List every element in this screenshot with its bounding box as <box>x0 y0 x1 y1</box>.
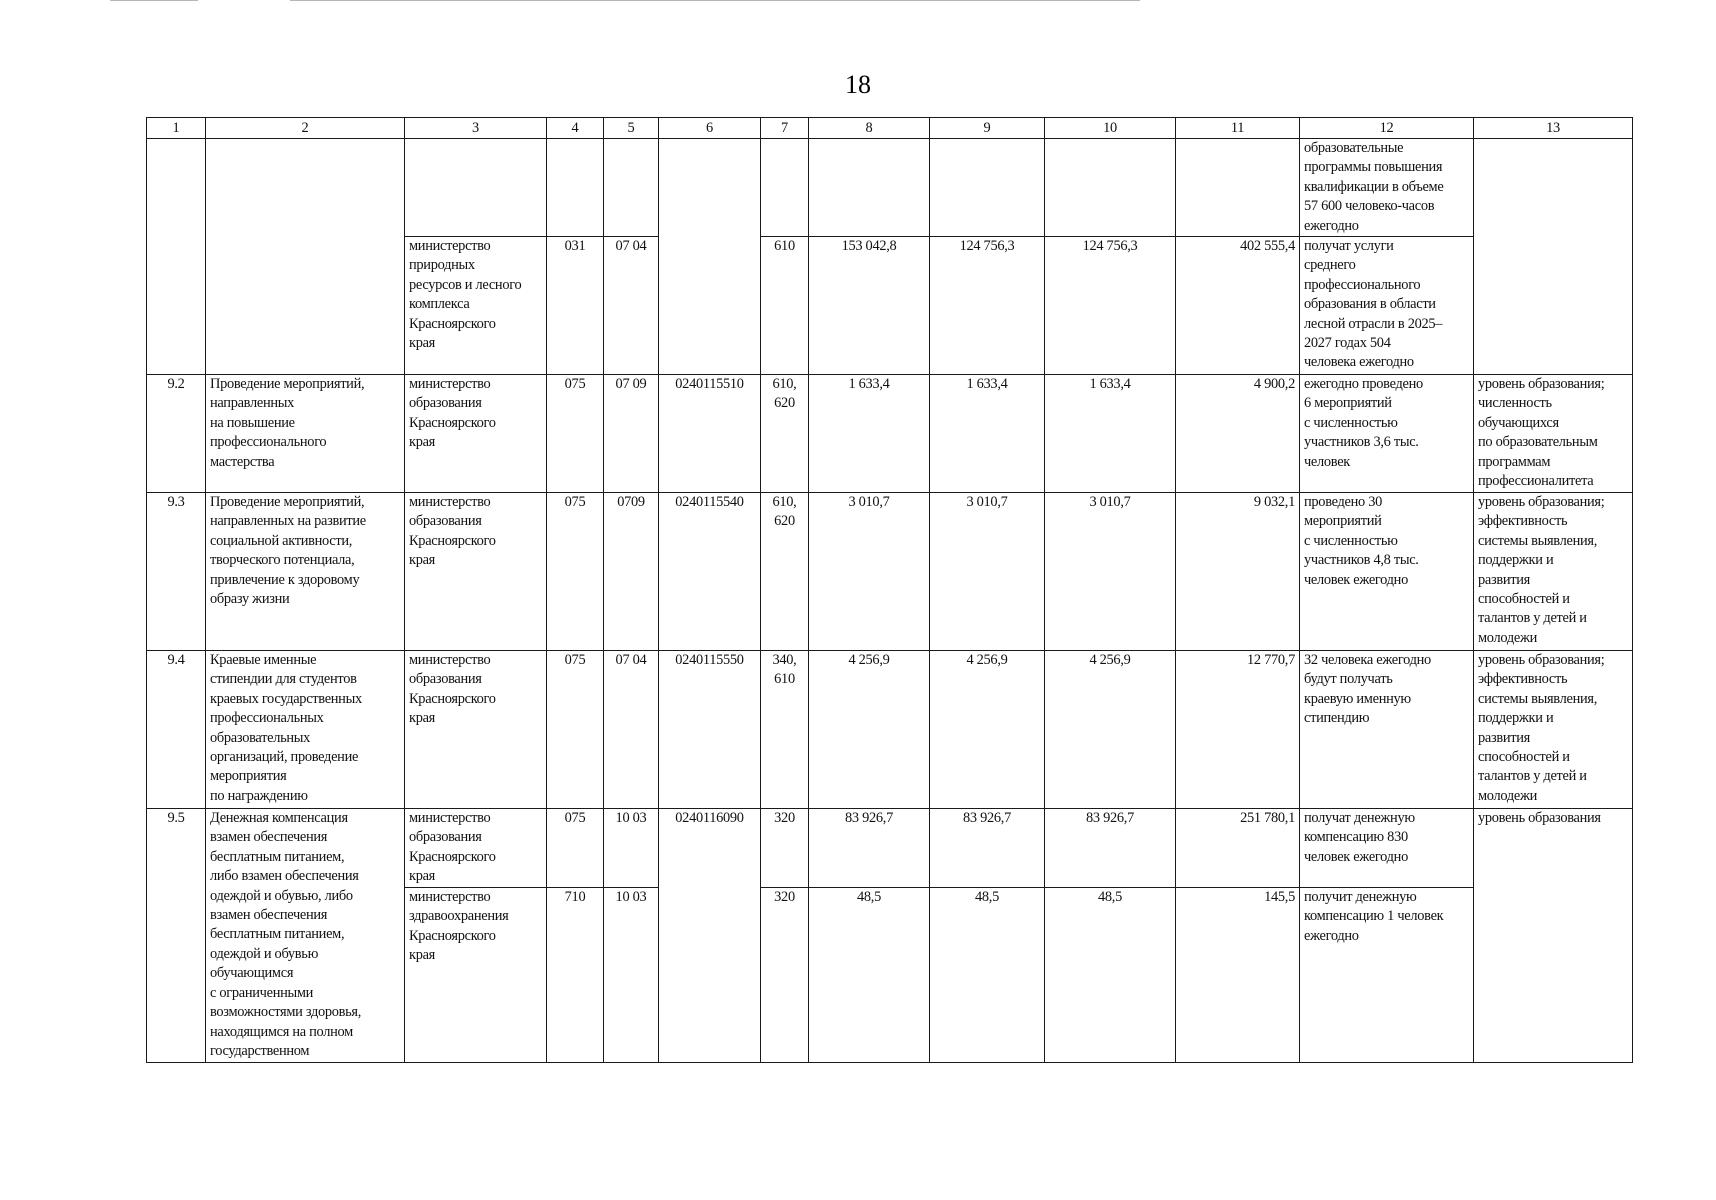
total-text: 9 032,1 <box>1253 494 1295 511</box>
total-text: 145,5 <box>1264 889 1295 906</box>
grbs-code-text: 710 <box>564 889 586 906</box>
section-code-text: 10 03 <box>615 889 647 906</box>
result-text: 32 человека ежегодно будут получать краевую именную стипендию <box>1304 652 1431 727</box>
total-cell <box>1176 651 1300 809</box>
value-2026-cell <box>930 375 1045 493</box>
program-activities-table <box>146 117 1633 1063</box>
column-number: 4 <box>547 118 604 139</box>
column-number: 1 <box>147 118 206 139</box>
table-row-9-3 <box>147 493 1633 651</box>
section-code-text: 07 04 <box>615 238 647 255</box>
indicator-cell <box>1474 375 1633 493</box>
column-number: 10 <box>1045 118 1176 139</box>
vr-code-text: 340, 610 <box>772 652 797 688</box>
value-2027-text: 1 633,4 <box>1089 376 1131 393</box>
value-2025-cell <box>809 809 930 888</box>
grbs-code-cell <box>547 888 604 1063</box>
activity-name-text: Проведение мероприятий, направленных на повышение профессионального мастерства <box>210 376 365 470</box>
column-number: 13 <box>1474 118 1633 139</box>
column-number: 3 <box>405 118 547 139</box>
grbs-code-text: 075 <box>564 494 586 511</box>
section-code-cell <box>604 493 659 651</box>
value-2026-text: 3 010,7 <box>966 494 1008 511</box>
value-2025-cell <box>809 237 930 375</box>
grbs-code-cell <box>547 493 604 651</box>
value-2027-cell <box>1045 375 1176 493</box>
ministry-cell <box>405 375 547 493</box>
vr-code-text: 610, 620 <box>772 494 797 530</box>
item-number-text: 9.4 <box>167 652 185 669</box>
value-2027-text: 48,5 <box>1098 889 1122 906</box>
value-2027-text: 3 010,7 <box>1089 494 1131 511</box>
value-2026-text: 83 926,7 <box>963 810 1011 827</box>
value-2027-text: 83 926,7 <box>1086 810 1134 827</box>
grbs-code-cell <box>547 809 604 888</box>
column-number-row <box>147 118 1633 139</box>
section-code-cell <box>604 237 659 375</box>
value-2027-cell <box>1045 237 1176 375</box>
value-2027-cell <box>1045 888 1176 1063</box>
item-number-cell <box>147 651 206 809</box>
column-number: 7 <box>761 118 809 139</box>
ministry-cell <box>405 809 547 888</box>
value-2025-text: 4 256,9 <box>848 652 890 669</box>
value-2027-cell <box>1045 809 1176 888</box>
column-number: 11 <box>1176 118 1300 139</box>
item-number-text: 9.5 <box>167 810 185 827</box>
value-2025-text: 83 926,7 <box>845 810 893 827</box>
result-text: образовательные программы повышения квалификации в объеме 57 600 человеко-часов ежегодно <box>1304 140 1444 234</box>
table-row-9-4 <box>147 651 1633 809</box>
vr-code-text: 320 <box>774 889 795 906</box>
csr-code-cell <box>659 809 761 1063</box>
vr-code-cell <box>761 888 809 1063</box>
section-code-text: 07 09 <box>615 376 647 393</box>
value-2025-cell <box>809 888 930 1063</box>
vr-code-cell <box>761 651 809 809</box>
value-2026-text: 48,5 <box>975 889 999 906</box>
value-2025-cell <box>809 375 930 493</box>
column-number: 12 <box>1300 118 1474 139</box>
value-2026-cell <box>930 888 1045 1063</box>
indicator-cell <box>1474 651 1633 809</box>
activity-name-cell <box>206 375 405 493</box>
total-cell <box>1176 888 1300 1063</box>
item-number-cell <box>147 375 206 493</box>
vr-code-cell <box>761 375 809 493</box>
result-text: получат денежную компенсацию 830 человек ежегодно <box>1304 810 1415 865</box>
total-cell <box>1176 809 1300 888</box>
csr-code-text: 0240115510 <box>675 376 744 393</box>
item-number-cell <box>147 809 206 1063</box>
csr-code-text: 0240115550 <box>675 652 744 669</box>
indicator-text: уровень образования; эффективность системы выявления, поддержки и развития способностей и талантов у детей и молодежи <box>1478 652 1605 804</box>
value-2027-text: 4 256,9 <box>1089 652 1131 669</box>
value-2026-cell <box>930 809 1045 888</box>
value-2026-cell <box>930 237 1045 375</box>
table-row-9-5 <box>147 809 1633 888</box>
result-text: получит денежную компенсацию 1 человек ежегодно <box>1304 889 1444 944</box>
activity-name-cell <box>206 809 405 1063</box>
ministry-text: министерство образования Красноярского края <box>409 652 496 727</box>
section-code-text: 07 04 <box>615 652 647 669</box>
value-2026-cell <box>930 493 1045 651</box>
indicator-cell <box>1474 493 1633 651</box>
activity-name-cell <box>206 139 405 375</box>
vr-code-text: 320 <box>774 810 795 827</box>
ministry-text: министерство здравоохранения Красноярского края <box>409 889 509 964</box>
result-text: получат услуги среднего профессионального образования в области лесной отрасли в 2025– 2027 годах 504 человека ежегодно <box>1304 238 1443 371</box>
ministry-cell <box>405 888 547 1063</box>
ministry-text: министерство образования Красноярского края <box>409 376 496 451</box>
item-number-text: 9.3 <box>167 494 185 511</box>
ministry-text: министерство природных ресурсов и лесного комплекса Красноярского края <box>409 238 522 352</box>
value-2027-text: 124 756,3 <box>1082 238 1138 255</box>
result-cell <box>1300 493 1474 651</box>
table-row-continuation <box>147 139 1633 237</box>
indicator-text: уровень образования; численность обучающихся по образовательным программам профессионалитета <box>1478 376 1605 490</box>
result-cell <box>1300 375 1474 493</box>
grbs-code-cell <box>547 139 604 237</box>
item-number-cell <box>147 493 206 651</box>
value-2027-cell <box>1045 651 1176 809</box>
value-2027-cell <box>1045 139 1176 237</box>
value-2026-text: 4 256,9 <box>966 652 1008 669</box>
total-text: 402 555,4 <box>1240 238 1295 255</box>
column-number: 6 <box>659 118 761 139</box>
result-text: проведено 30 мероприятий с численностью участников 4,8 тыс. человек ежегодно <box>1304 494 1419 588</box>
value-2026-cell <box>930 651 1045 809</box>
total-text: 251 780,1 <box>1240 810 1295 827</box>
grbs-code-cell <box>547 375 604 493</box>
vr-code-text: 610 <box>774 238 795 255</box>
result-cell <box>1300 888 1474 1063</box>
scan-edge-line <box>290 0 1140 1</box>
activity-name-text: Краевые именные стипендии для студентов краевых государственных профессиональных образовательных организаций, проведение мероприятия по награждению <box>210 652 362 804</box>
csr-code-text: 0240115540 <box>675 494 744 511</box>
section-code-text: 0709 <box>617 494 645 511</box>
total-text: 12 770,7 <box>1247 652 1295 669</box>
page-number: 18 <box>845 70 871 99</box>
ministry-text: министерство образования Красноярского края <box>409 494 496 569</box>
total-cell <box>1176 375 1300 493</box>
activity-name-text: Денежная компенсация взамен обеспечения бесплатным питанием, либо взамен обеспечения одеждой и обувью, либо взамен обеспечения бесплатным питанием, одеждой и обувью обучающимся с ограниченными возможностями здоровья, находящимся на полном государственном <box>210 810 362 1059</box>
grbs-code-text: 075 <box>564 376 586 393</box>
column-number: 9 <box>930 118 1045 139</box>
value-2025-cell <box>809 139 930 237</box>
grbs-code-cell <box>547 651 604 809</box>
section-code-cell <box>604 139 659 237</box>
table-row-9-2 <box>147 375 1633 493</box>
csr-code-cell <box>659 375 761 493</box>
vr-code-cell <box>761 237 809 375</box>
vr-code-text: 610, 620 <box>772 376 797 412</box>
activity-name-cell <box>206 651 405 809</box>
item-number-cell <box>147 139 206 375</box>
section-code-text: 10 03 <box>615 810 647 827</box>
result-text: ежегодно проведено 6 мероприятий с численностью участников 3,6 тыс. человек <box>1304 376 1423 470</box>
csr-code-text: 0240116090 <box>675 810 744 827</box>
section-code-cell <box>604 809 659 888</box>
value-2025-text: 48,5 <box>857 889 881 906</box>
total-cell <box>1176 493 1300 651</box>
csr-code-cell <box>659 493 761 651</box>
total-text: 4 900,2 <box>1253 376 1295 393</box>
result-cell <box>1300 139 1474 237</box>
csr-code-cell <box>659 651 761 809</box>
item-number-text: 9.2 <box>167 376 185 393</box>
activity-name-cell <box>206 493 405 651</box>
total-cell <box>1176 237 1300 375</box>
indicator-text: уровень образования; эффективность системы выявления, поддержки и развития способностей и талантов у детей и молодежи <box>1478 494 1605 646</box>
value-2025-cell <box>809 651 930 809</box>
result-cell <box>1300 809 1474 888</box>
vr-code-cell <box>761 809 809 888</box>
result-cell <box>1300 651 1474 809</box>
ministry-cell <box>405 493 547 651</box>
scan-edge-line <box>110 0 198 1</box>
column-number: 2 <box>206 118 405 139</box>
grbs-code-text: 075 <box>564 810 586 827</box>
vr-code-cell <box>761 493 809 651</box>
value-2026-text: 1 633,4 <box>966 376 1008 393</box>
value-2025-text: 3 010,7 <box>848 494 890 511</box>
value-2025-text: 153 042,8 <box>841 238 897 255</box>
indicator-cell <box>1474 139 1633 375</box>
column-number: 8 <box>809 118 930 139</box>
result-cell <box>1300 237 1474 375</box>
section-code-cell <box>604 888 659 1063</box>
column-number: 5 <box>604 118 659 139</box>
value-2025-cell <box>809 493 930 651</box>
section-code-cell <box>604 375 659 493</box>
grbs-code-text: 075 <box>564 652 586 669</box>
ministry-cell <box>405 139 547 237</box>
activity-name-text: Проведение мероприятий, направленных на развитие социальной активности, творческого потенциала, привлечение к здоровому образу жизни <box>210 494 366 608</box>
csr-code-cell <box>659 139 761 375</box>
ministry-text: министерство образования Красноярского края <box>409 810 496 885</box>
grbs-code-cell <box>547 237 604 375</box>
value-2025-text: 1 633,4 <box>848 376 890 393</box>
ministry-cell <box>405 651 547 809</box>
value-2026-text: 124 756,3 <box>959 238 1015 255</box>
grbs-code-text: 031 <box>564 238 586 255</box>
section-code-cell <box>604 651 659 809</box>
value-2026-cell <box>930 139 1045 237</box>
value-2027-cell <box>1045 493 1176 651</box>
indicator-cell <box>1474 809 1633 1063</box>
indicator-text: уровень образования <box>1478 810 1601 827</box>
ministry-cell <box>405 237 547 375</box>
vr-code-cell <box>761 139 809 237</box>
total-cell <box>1176 139 1300 237</box>
